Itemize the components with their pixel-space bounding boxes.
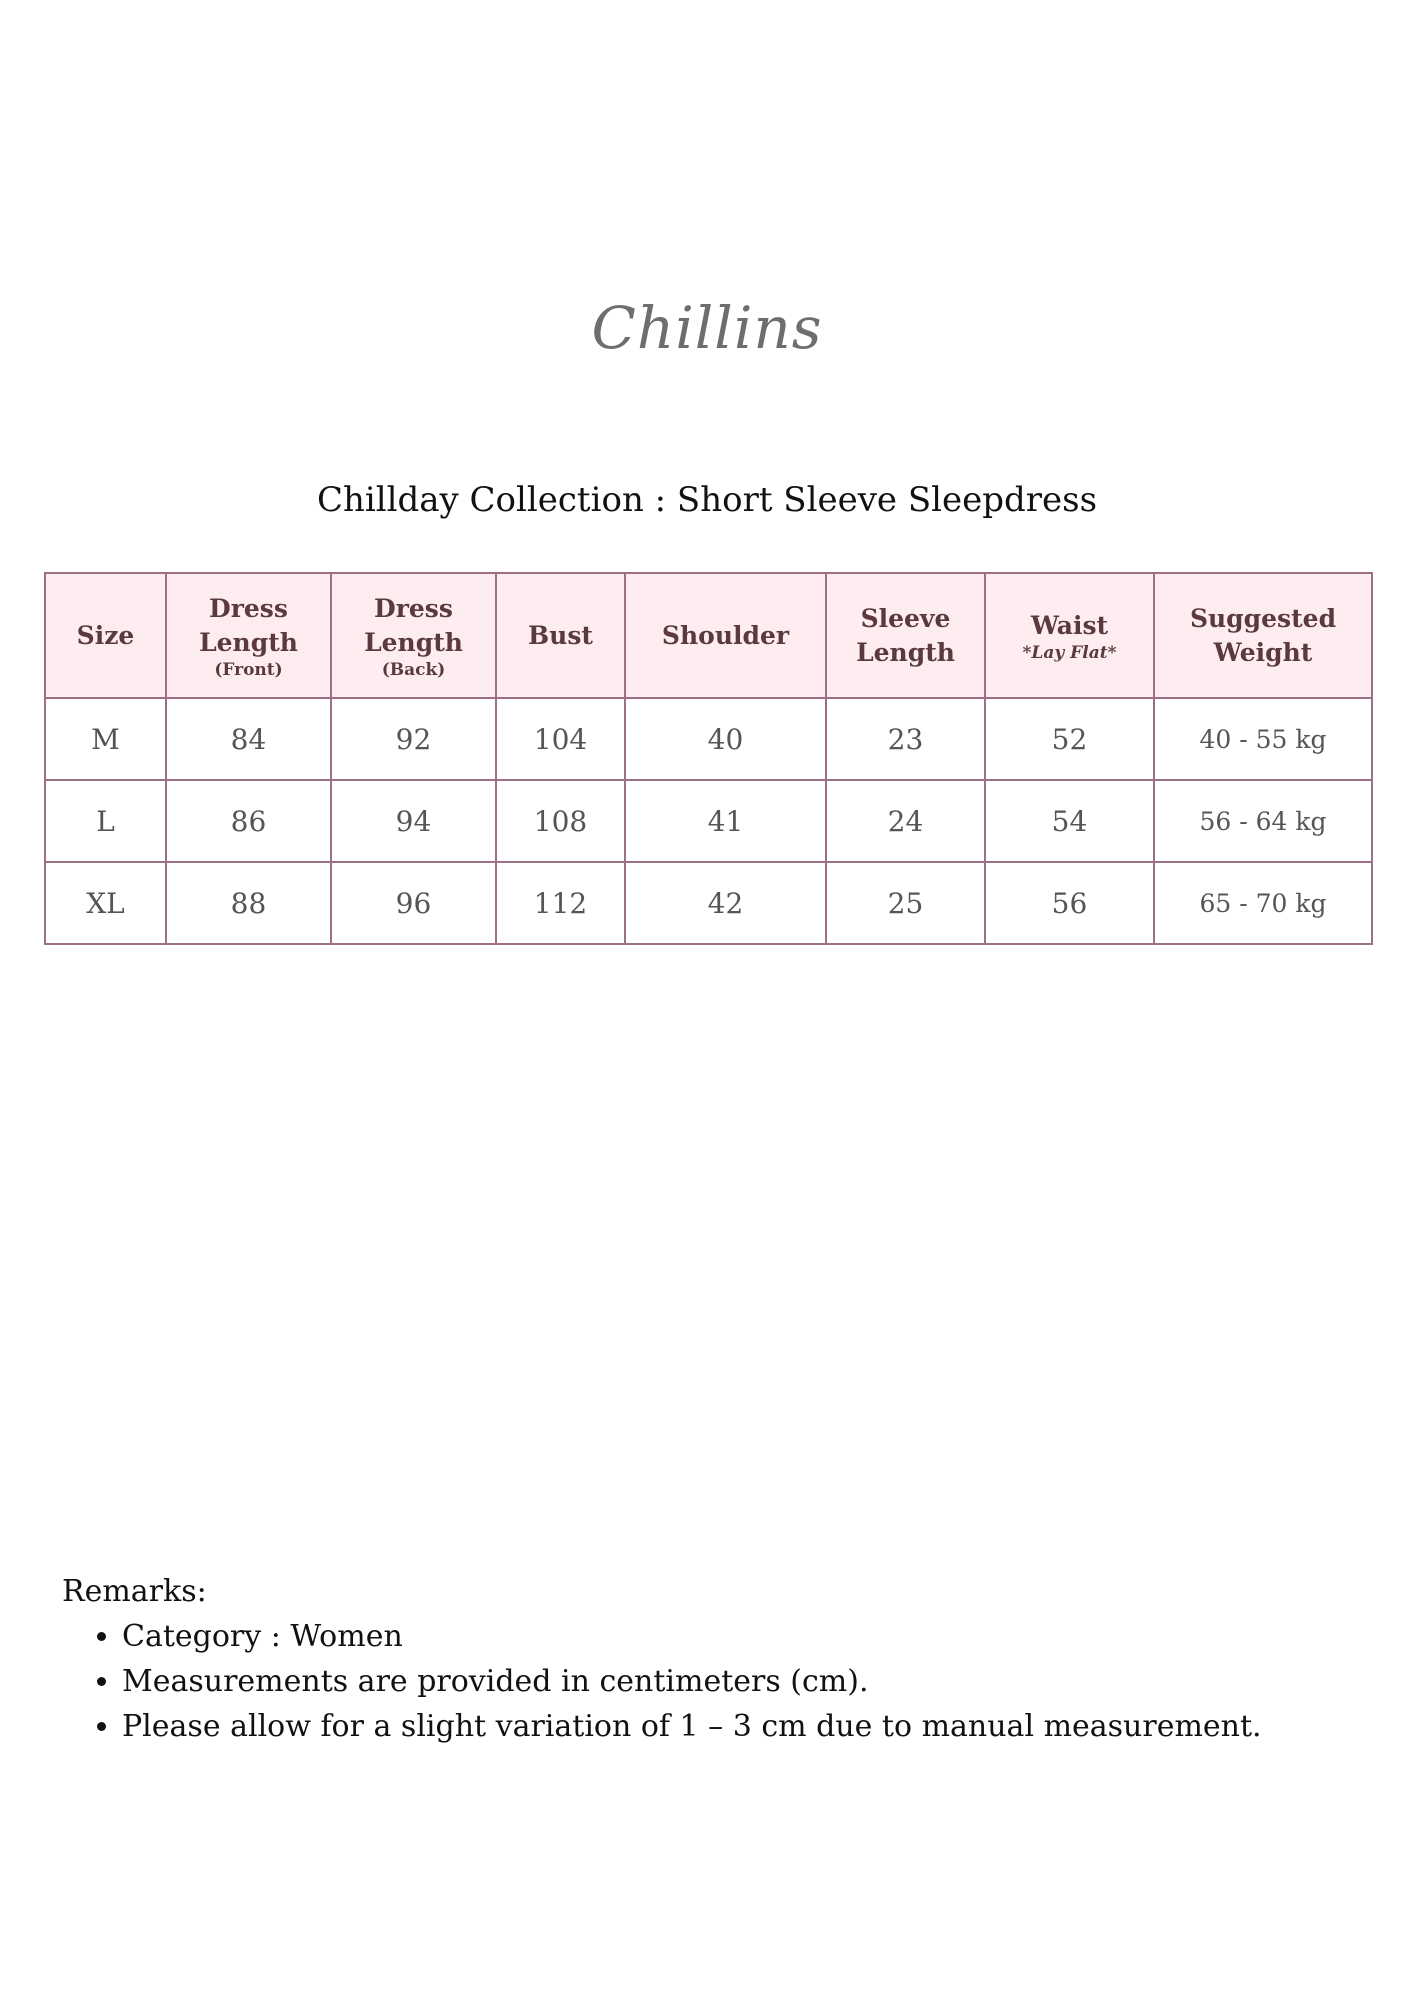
cell-bust: 112 [496, 862, 625, 944]
cell-dress-length-back: 92 [331, 698, 496, 780]
cell-dress-length-back: 94 [331, 780, 496, 862]
header-suggested-weight [1154, 573, 1372, 698]
table-header-row [45, 573, 1372, 698]
header-bust [496, 573, 625, 698]
header-label: Suggested Weight [1189, 603, 1337, 667]
header-dress-length-back [331, 573, 496, 698]
cell-dress-length-back: 96 [331, 862, 496, 944]
remarks-heading: Remarks: [62, 1574, 207, 1609]
cell-shoulder: 40 [625, 698, 826, 780]
table-row [45, 862, 1372, 944]
size-chart-table [44, 572, 1373, 945]
cell-sleeve-length: 24 [826, 780, 985, 862]
header-dress-length-front [166, 573, 331, 698]
cell-dress-length-front: 86 [166, 780, 331, 862]
table-row [45, 780, 1372, 862]
header-label: Sleeve Length [856, 603, 955, 667]
remarks-list [62, 1614, 1362, 1749]
list-item: • Please allow for a slight variation of 1 – 3 cm due to manual measurement. [122, 1704, 1362, 1749]
brand-logo: Chillins [591, 294, 823, 362]
cell-dress-length-front: 88 [166, 862, 331, 944]
header-sublabel: (Front) [214, 659, 283, 680]
list-item: • Measurements are provided in centimeters (cm). [122, 1659, 1362, 1704]
header-sublabel: *Lay Flat* [1022, 642, 1117, 663]
cell-dress-length-front: 84 [166, 698, 331, 780]
header-sleeve-length [826, 573, 985, 698]
list-item: • Category : Women [122, 1614, 1362, 1659]
header-sublabel: (Back) [381, 659, 446, 680]
header-label: Shoulder [661, 620, 790, 650]
header-label: Waist [1030, 610, 1109, 640]
cell-size: M [45, 698, 166, 780]
header-waist [985, 573, 1154, 698]
cell-shoulder: 41 [625, 780, 826, 862]
cell-shoulder: 42 [625, 862, 826, 944]
cell-suggested-weight: 65 - 70 kg [1154, 862, 1372, 944]
cell-size: L [45, 780, 166, 862]
header-size [45, 573, 166, 698]
header-label: Dress Length [199, 593, 298, 657]
cell-waist: 54 [985, 780, 1154, 862]
cell-waist: 56 [985, 862, 1154, 944]
header-shoulder [625, 573, 826, 698]
remarks-section [62, 1570, 1362, 1749]
cell-bust: 104 [496, 698, 625, 780]
cell-bust: 108 [496, 780, 625, 862]
cell-suggested-weight: 56 - 64 kg [1154, 780, 1372, 862]
cell-sleeve-length: 25 [826, 862, 985, 944]
header-label: Size [76, 620, 135, 650]
cell-sleeve-length: 23 [826, 698, 985, 780]
cell-waist: 52 [985, 698, 1154, 780]
header-label: Bust [528, 620, 593, 650]
page-title: Chillday Collection : Short Sleeve Sleepdress [316, 480, 1098, 520]
header-label: Dress Length [364, 593, 463, 657]
cell-size: XL [45, 862, 166, 944]
table-row [45, 698, 1372, 780]
cell-suggested-weight: 40 - 55 kg [1154, 698, 1372, 780]
